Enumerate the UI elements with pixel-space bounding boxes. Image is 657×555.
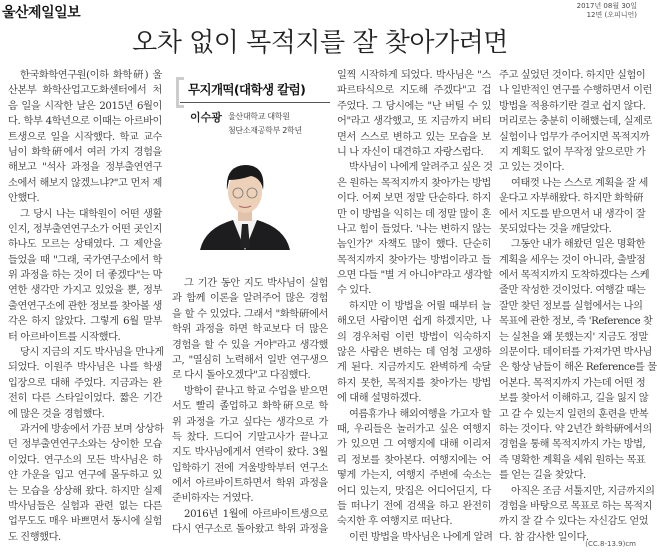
text-line: 은 항상 남들이 해온 Reference를 물 xyxy=(499,362,657,374)
paragraph xyxy=(8,68,162,207)
text-line: 이다. 어찌 보면 정말 단순하다. 하지 xyxy=(337,193,491,205)
text-line: 의문이다. 데이터를 가져가면 박사님 xyxy=(499,347,652,359)
text-line: 파르타식으로 지도해 주겠다"고 겁 xyxy=(337,85,491,97)
text-line: 떻게 가는지, 여행지 주변에 숙소는 xyxy=(337,470,491,482)
text-line: 이런 방법을 박사님은 나에게 알려 xyxy=(349,531,493,543)
text-line: 일찍 시작하게 되었다. 박사님은 "스 xyxy=(337,70,491,81)
text-line: 만 이 방법을 익히는 데 정말 많이 혼 xyxy=(337,208,491,220)
article-column-2 xyxy=(172,276,328,538)
text-line: 산본부 화학산업고도화센터에서 처 xyxy=(8,85,162,97)
paragraph xyxy=(499,237,657,483)
text-line: 는 실천을 왜 못했는지' 지금도 정말 xyxy=(499,331,648,343)
text-line: 해오던 사람이면 쉽게 하겠지만, 나 xyxy=(337,316,491,328)
text-line: 다. 참 감사한 일이다. xyxy=(499,531,589,543)
text-line: 방법을 적용하기란 결코 쉽지 않다. xyxy=(499,100,646,112)
paragraph xyxy=(8,422,162,545)
text-line: 여태껏 나는 스스로 계획을 잘 세 xyxy=(511,177,648,189)
paragraph xyxy=(8,207,162,346)
text-line: 전히 다른 스타일이었다. 짧은 기간 xyxy=(8,393,162,405)
paragraph xyxy=(172,507,328,538)
dateline xyxy=(577,2,637,20)
text-line: 않은 사람은 변하는 데 엄청 고생하 xyxy=(337,347,491,359)
column-size-note: (CC.8-13.9)cm xyxy=(585,540,636,548)
paragraph xyxy=(172,384,328,507)
author-photo xyxy=(195,150,295,250)
publication-date: 2017년 08월 30일 xyxy=(576,2,637,10)
text-line: 이었다. 연구소의 모든 박사님은 하 xyxy=(8,454,162,466)
text-line: 으면 다들 "별 거 아니야"라고 생각할 xyxy=(337,270,492,282)
text-line: 놈인가?' 자책도 많이 했다. 단순히 xyxy=(337,239,491,251)
paragraph xyxy=(337,299,491,407)
text-line: 하는 것이다. 약 2년간 화학硏에서의 xyxy=(499,423,652,435)
paragraph xyxy=(337,68,491,160)
text-line: 다. 학부 4학년으로 이때는 아르바이 xyxy=(8,116,162,128)
text-line: 주고 싶었던 것이다. 하지만 실험이 xyxy=(499,70,646,81)
text-line: 박사님들은 실험과 관련 없는 다른 xyxy=(8,500,162,512)
text-line: 실험이나 업무가 주어지면 목적지까 xyxy=(499,131,650,143)
text-line: 여름휴가나 해외여행을 가고자 할 xyxy=(349,408,491,420)
text-line: 어"라고 생각했고, 또 지금까지 버티 xyxy=(337,116,491,128)
text-line: 업무도도 매우 바쁘면서 동시에 실험 xyxy=(8,516,162,528)
text-line: 잘만 찾던 정보를 실험에서는 나의 xyxy=(499,300,643,312)
text-line: 나 일반적인 연구를 수행하면서 이런 xyxy=(499,85,652,97)
text-line: 방학이 끝나고 학교 수업을 받으면 xyxy=(184,385,328,397)
text-line: 출연연구소에 관한 정보를 찾아볼 생 xyxy=(8,300,162,312)
paragraph xyxy=(499,484,655,546)
text-line: 도 진행했다. xyxy=(8,531,61,543)
text-line: 경험을 바탕으로 목표로 하는 목적지 xyxy=(499,500,652,512)
author-affiliation xyxy=(228,110,302,138)
text-line: 인지, 정부출연연구소가 어떤 곳인지 xyxy=(8,223,162,235)
paragraph xyxy=(337,530,491,545)
text-line: 고, "열심히 노력해서 일반 연구생으 xyxy=(172,354,328,366)
text-line: 들 떠나기 전에 검색을 하고 완전히 xyxy=(337,500,491,512)
text-line: 다시 연구소로 돌아왔고 학위 과정을 xyxy=(172,524,328,536)
text-line: 하지 못한, 목적지를 찾아가는 방법 xyxy=(337,377,491,389)
text-line: 얀 가운을 입고 연구에 몰두하고 있 xyxy=(8,470,162,482)
text-line: 하지만 이 방법을 어릴 때부터 늘 xyxy=(349,300,491,312)
text-line: 을 할 수 있었다. 그래서 "화학硏에서 xyxy=(172,308,328,320)
text-line: 운다고 자부해왔다. 하지만 화학硏 xyxy=(499,193,643,205)
text-line: 고 갈 수 있는지 일련의 훈련을 반복 xyxy=(499,408,649,420)
text-line: 에서 지도를 받으면서 내 생각이 잘 xyxy=(499,208,646,220)
text-line: 못되었다는 것을 깨달았다. xyxy=(499,223,612,235)
text-line: 입장으로 대해 주었다. 지금과는 완 xyxy=(8,377,162,389)
text-line: 목적지까지 찾아가는 방법이라고 들 xyxy=(337,254,491,266)
article-column-3 xyxy=(337,68,491,545)
text-line: 위 과정을 가고 싶다는 생각으로 가 xyxy=(172,416,328,428)
column-bracket-decoration xyxy=(176,77,184,108)
text-line: 한국화학연구원(이하 화학硏) 울 xyxy=(20,70,162,81)
text-line: 경험을 할 수 있을 거야"라고 생각했 xyxy=(172,339,328,351)
text-line: 각은 하지 않았다. 그렇게 6월 말부 xyxy=(8,316,162,328)
text-line: 를 얻는 길을 찾았다. xyxy=(499,470,586,482)
text-line: 들었을 때 "그래, 국가연구소에서 학 xyxy=(8,254,162,266)
text-line: 해보고 "석사 과정을 정부출연연구 xyxy=(8,162,162,174)
article-column-4 xyxy=(499,68,657,545)
paragraph xyxy=(499,68,652,176)
text-line: 그 기간 동안 지도 박사님이 실험 xyxy=(184,278,328,289)
text-line: 니 나 자신이 대견하고 자랑스럽다. xyxy=(337,146,484,158)
page-section: 12면 (오피니언) xyxy=(586,11,637,19)
text-line: 에 많은 것을 경험했다. xyxy=(8,408,105,420)
text-line: 터 아르바이트를 시작했다. xyxy=(8,331,121,343)
paragraph xyxy=(172,276,328,384)
text-line: 고 있는 것이다. xyxy=(499,162,565,174)
text-line: 입학하기 전에 겨울방학부터 연구소 xyxy=(172,462,328,474)
text-line: 트생으로 일을 시작했다. 학교 교수 xyxy=(8,131,162,143)
text-line: 까지 잘 갈 수 있다는 자신감도 얻었 xyxy=(499,516,649,528)
text-line: 2016년 1월에 아르바이트생으로 xyxy=(184,508,328,520)
author-affiliation-school: 울산대학교 대학원 xyxy=(228,112,290,121)
text-line: 안했다. xyxy=(8,193,40,205)
text-line: 지도 박사님에게서 연락이 왔다. 3월 xyxy=(172,447,328,459)
text-line: 머리로는 충분히 이해했는데, 실제로 xyxy=(499,116,652,128)
text-line: 하나도 모르는 상태였다. 그 제안을 xyxy=(8,239,162,251)
text-line: 과 함께 이론을 알려주어 많은 경험 xyxy=(172,293,328,305)
newspaper-masthead: 울산제일일보 xyxy=(2,5,81,21)
divider xyxy=(180,102,330,103)
text-line: 당시 지금의 지도 박사님을 만나게 xyxy=(20,347,164,359)
text-line: 연한 생각만 가지고 있었을 뿐, 정부 xyxy=(8,285,162,297)
text-line: 그 당시 나는 대학원이 어떤 생활 xyxy=(20,208,162,220)
paragraph xyxy=(337,407,491,530)
text-line: 가 있으면 그 여행지에 대해 이리저 xyxy=(337,439,491,451)
text-line: 소에서 해보지 않겠느냐?"고 먼저 제 xyxy=(8,177,162,189)
text-line: 과거에 방송에서 가끔 보며 상상하 xyxy=(20,423,164,435)
author-affiliation-dept: 첨단소재공학부 2학년 xyxy=(228,126,302,135)
text-line: 아직은 조금 서툴지만, 지금까지의 xyxy=(511,485,655,497)
text-line: 지 계획도 없이 무작정 앞으로만 가 xyxy=(499,146,646,158)
paragraph xyxy=(8,345,162,422)
text-line: 경험을 통해 목적지까지 가는 방법, xyxy=(499,439,646,451)
text-line: 박사님이 나에게 알려주고 싶은 것 xyxy=(349,162,493,174)
text-line: 준비하자는 거였다. xyxy=(172,493,254,505)
text-line: 학위 과정을 하면 학교보다 더 많은 xyxy=(172,324,328,336)
text-line: 의 경우처럼 이런 방법이 익숙하지 xyxy=(337,331,491,343)
author-name: 이수광 xyxy=(190,111,222,124)
text-line: 서도 빨리 졸업하고 화학硏으로 학 xyxy=(172,401,328,413)
text-line: 줄만 작성한 것이었다. 여행갈 때는 xyxy=(499,285,646,297)
text-line: 주었다. 그 당시에는 "난 버틸 수 있 xyxy=(337,100,491,112)
text-line: 에서 목적지까지 도착하겠다는 스케 xyxy=(499,270,650,282)
text-line: 목표에 관한 정보, 즉 'Reference 찾 xyxy=(499,316,653,328)
text-line: 어본다. 목적지까지 가는데 어떤 정 xyxy=(499,377,646,389)
text-line: 수 있다. xyxy=(337,285,371,297)
text-line: 계획을 세우는 것이 아니라, 출발점 xyxy=(499,254,646,266)
text-line: 때, 우리들은 놀러가고 싶은 여행지 xyxy=(337,423,491,435)
text-line: 즉 명확한 계획을 세워 원하는 목표 xyxy=(499,454,646,466)
paragraph xyxy=(499,176,648,238)
text-line: 은 원하는 목적지까지 찾아가는 방법 xyxy=(337,177,491,189)
text-line: 면서 스스로 변하고 있는 모습을 보 xyxy=(337,131,491,143)
text-line: 게 된다. 지금까지도 완벽하게 숙달 xyxy=(337,362,491,374)
text-line: 음 일을 시작한 날은 2015년 6월이 xyxy=(8,100,162,112)
paragraph xyxy=(337,160,491,299)
text-line: 나고 힘이 들었다. '나는 변하지 않는 xyxy=(337,223,491,235)
article-title: 오차 없이 목적지를 잘 찾아가려면 xyxy=(132,28,508,58)
text-line: 숙지한 후 여행지로 떠난다. xyxy=(337,516,453,528)
text-line: 리 정보를 찾아본다. 여행지에는 어 xyxy=(337,454,491,466)
text-line: 득 찼다. 드디어 기말고사가 끝나고 xyxy=(172,431,328,443)
article-column-1 xyxy=(8,68,162,545)
text-line: 보를 찾아서 이해하고, 길을 잃지 않 xyxy=(499,393,649,405)
text-line: 에서 아르바이트하면서 학위 과정을 xyxy=(172,478,328,490)
text-line: 는 모습을 상상해 왔다. 하지만 실제 xyxy=(8,485,162,497)
text-line: 던 정부출연연구소와는 상이한 모습 xyxy=(8,439,162,451)
text-line: 에 대해 설명하겠다. xyxy=(337,393,422,405)
text-line: 님이 화학硏에서 여러 가지 경험을 xyxy=(8,146,162,158)
text-line: 로 다시 돌아오겠다"고 다짐했다. xyxy=(172,370,311,382)
text-line: 그동안 내가 해왔던 일은 명확한 xyxy=(511,239,646,251)
text-line: 되었다. 이원주 박사님은 나를 학생 xyxy=(8,362,162,374)
text-line: 어디 있는지, 맛집은 어디어딘지, 다 xyxy=(337,485,491,497)
column-series-label: 무지개떡(대학생 칼럼) xyxy=(188,82,306,97)
text-line: 위 과정을 하는 것이 더 좋겠다"는 막 xyxy=(8,270,162,282)
